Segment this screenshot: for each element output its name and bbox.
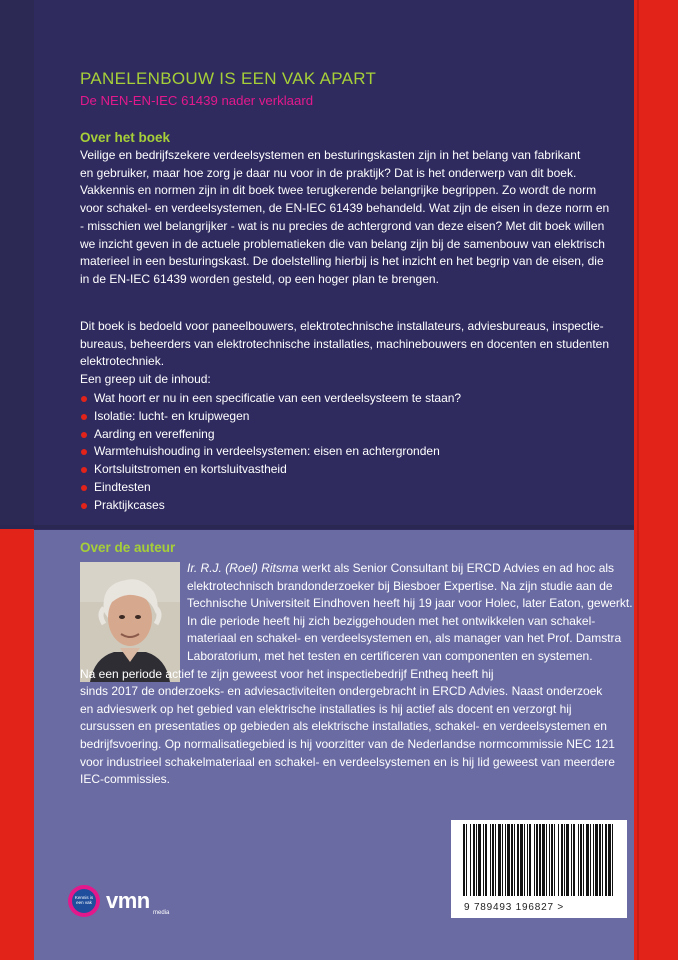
text-line: elektrotechniek. bbox=[80, 354, 165, 369]
barcode-bar bbox=[492, 824, 494, 896]
barcode-bar bbox=[608, 824, 611, 896]
about-author-heading: Over de auteur bbox=[80, 540, 176, 555]
bullet-dot-icon bbox=[81, 449, 87, 455]
barcode-bar bbox=[490, 824, 491, 896]
barcode-bar bbox=[466, 824, 467, 896]
barcode-bar bbox=[483, 824, 484, 896]
list-item-label: Aarding en vereffening bbox=[94, 426, 215, 441]
list-item bbox=[80, 497, 461, 515]
list-item bbox=[80, 443, 461, 461]
list-item-label: Warmtehuishouding in verdeelsystemen: eisen en achtergronden bbox=[94, 444, 440, 459]
barcode-bar bbox=[470, 824, 471, 896]
text-line: Technische Universiteit Eindhoven heeft hij 19 jaar voor Holec, later Eaton, gewerkt. bbox=[187, 596, 633, 611]
barcode-bar bbox=[546, 824, 547, 896]
text-line: Vakkennis en normen zijn in dit boek twee terugkerende belangrijke begrippen. Zo wordt de norm bbox=[80, 183, 597, 198]
list-item-label: Isolatie: lucht- en kruipwegen bbox=[94, 408, 250, 423]
text-line: materiaal en schakel- en verdeelsystemen en, als manager van het Prof. Damstra bbox=[187, 631, 622, 646]
panel-divider bbox=[0, 525, 634, 529]
barcode-bar bbox=[473, 824, 475, 896]
barcode-bar bbox=[502, 824, 503, 896]
barcode-bar bbox=[520, 824, 523, 896]
publisher-logo-sub: media bbox=[153, 910, 170, 916]
barcode-bar bbox=[561, 824, 563, 896]
text-line: in de EN-IEC 61439 worden gesteld, op een hoger plan te brengen. bbox=[80, 271, 439, 286]
text-line: In die periode heeft hij zich beziggehouden met het ontwikkelen van schakel- bbox=[187, 613, 596, 628]
spine-edge-line bbox=[637, 0, 639, 960]
text-line: sinds 2017 de onderzoeks- en adviesactiviteiten ondergebracht in ERCD Advies. Naast onderzoek bbox=[80, 684, 603, 699]
text-line: Na een periode actief te zijn geweest voor het inspectiebedrijf Entheq heeft hij bbox=[80, 666, 494, 681]
barcode-bar bbox=[590, 824, 591, 896]
barcode-bar bbox=[495, 824, 496, 896]
barcode-bar bbox=[586, 824, 589, 896]
list-item bbox=[80, 461, 461, 479]
barcode-bar bbox=[536, 824, 538, 896]
text-line: voor schakel- en verdeelsystemen, de EN-IEC 61439 behandeld. Wat zijn de eisen in deze norm en bbox=[80, 201, 610, 216]
barcode-bar bbox=[571, 824, 572, 896]
text-line: bedrijfsvoering. Op normalisatiegebied is hij voorzitter van de Nederlandse normcommissie NEC 121 bbox=[80, 736, 615, 751]
barcode-bar bbox=[549, 824, 550, 896]
barcode-bar bbox=[527, 824, 528, 896]
barcode-bar bbox=[602, 824, 603, 896]
barcode-bar bbox=[539, 824, 541, 896]
author-bio bbox=[80, 560, 633, 789]
about-book-paragraph-2 bbox=[80, 318, 610, 389]
list-item-label: Praktijkcases bbox=[94, 497, 165, 512]
about-book-paragraph-1 bbox=[80, 147, 610, 289]
barcode-bar bbox=[554, 824, 555, 896]
barcode-bar bbox=[566, 824, 569, 896]
barcode-bar bbox=[476, 824, 477, 896]
text-line: en advieswerk op het gebied van elektrische installaties is hij actief als docent en verzorgt hij bbox=[80, 701, 572, 716]
contents-bullet-list bbox=[80, 390, 461, 515]
author-name: Ir. R.J. (Roel) Ritsma bbox=[187, 561, 299, 575]
barcode-bar bbox=[593, 824, 594, 896]
list-item bbox=[80, 479, 461, 497]
text-line: materieel in een besturingskast. De doelstelling hierbij is het inzicht en het begrip van de eisen, die bbox=[80, 254, 604, 269]
about-book-heading: Over het boek bbox=[80, 130, 171, 145]
barcode-bar bbox=[485, 824, 487, 896]
book-title: PANELENBOUW IS EEN VAK APART bbox=[80, 69, 377, 88]
barcode-bar bbox=[478, 824, 481, 896]
barcode-bar bbox=[578, 824, 579, 896]
lower-left-red-strip bbox=[0, 525, 34, 960]
text-line: Een greep uit de inhoud: bbox=[80, 372, 211, 387]
barcode-bar bbox=[551, 824, 553, 896]
book-subtitle: De NEN-EN-IEC 61439 nader verklaard bbox=[80, 93, 314, 108]
barcode-bar bbox=[595, 824, 598, 896]
barcode-bar bbox=[514, 824, 515, 896]
barcode-bar bbox=[583, 824, 584, 896]
barcode-bar bbox=[612, 824, 613, 896]
bullet-dot-icon bbox=[81, 396, 87, 402]
list-item bbox=[80, 408, 461, 426]
barcode-bars bbox=[451, 820, 627, 900]
barcode-bar bbox=[605, 824, 607, 896]
text-line: - misschien wel belangrijker - wat is nu precies de achtergrond van deze eisen? Met dit boek willen bbox=[80, 218, 605, 233]
text-line: IEC-commissies. bbox=[80, 772, 171, 787]
bullet-dot-icon bbox=[81, 503, 87, 509]
bullet-dot-icon bbox=[81, 432, 87, 438]
barcode-bar bbox=[517, 824, 519, 896]
barcode-bar bbox=[599, 824, 601, 896]
publisher-badge-text: Kennis is een vak bbox=[74, 895, 94, 905]
barcode-bar bbox=[542, 824, 545, 896]
publisher-logo-text: vmn bbox=[106, 888, 150, 913]
text-line: voor industrieel schakelmateriaal en schakel- en verdeelsystemen en is hij lid geweest van meerdere bbox=[80, 754, 615, 769]
list-item bbox=[80, 390, 461, 408]
text-line: Veilige en bedrijfszekere verdeelsystemen en besturingskasten zijn in het belang van fabrikant bbox=[80, 148, 581, 162]
list-item-label: Wat hoort er nu in een specificatie van een verdeelsysteem te staan? bbox=[94, 391, 462, 405]
list-item-label: Eindtesten bbox=[94, 479, 151, 494]
text-line: elektrotechnisch brandonderzoeker bij Biesboer Expertise. Na zijn studie aan de bbox=[187, 578, 613, 593]
barcode-bar bbox=[505, 824, 506, 896]
text-line: en gebruiker, maar hoe zorg je daar nu voor in de praktijk? Dat is het onderwerp van dit boek. bbox=[80, 165, 577, 180]
barcode-bar bbox=[498, 824, 501, 896]
barcode-bar bbox=[529, 824, 531, 896]
barcode-bar bbox=[524, 824, 525, 896]
text-line: cursussen en presentaties op gebieden als elektrische installaties, schakel- en verdeelsystemen en bbox=[80, 719, 607, 734]
bullet-dot-icon bbox=[81, 467, 87, 473]
isbn-number: 9 789493 196827 > bbox=[464, 902, 565, 913]
text-line: bureaus, beheerders van elektrotechnische installaties, machinebouwers en docenten en studenten bbox=[80, 336, 610, 351]
barcode-bar bbox=[573, 824, 575, 896]
text-fragment: werkt als Senior Consultant bij ERCD Advies en ad hoc als bbox=[298, 561, 615, 575]
text-line: we inzicht geven in de actuele problematieken die van belang zijn bij de samenbouw van elektrisch bbox=[80, 236, 605, 251]
barcode-bar bbox=[534, 824, 535, 896]
barcode-bar bbox=[580, 824, 582, 896]
list-item-label: Kortsluitstromen en kortsluitvastheid bbox=[94, 462, 287, 477]
text-line bbox=[80, 560, 620, 578]
barcode-bar bbox=[463, 824, 465, 896]
bullet-dot-icon bbox=[81, 414, 87, 420]
text-line: Laboratorium, met het testen en certificeren van componenten en systemen. bbox=[187, 648, 593, 663]
list-item bbox=[80, 426, 461, 444]
text-line: Dit boek is bedoeld voor paneelbouwers, elektrotechnische installateurs, adviesbureaus, inspectie- bbox=[80, 319, 604, 333]
barcode-bar bbox=[507, 824, 510, 896]
barcode-bar bbox=[564, 824, 565, 896]
bullet-dot-icon bbox=[81, 485, 87, 491]
book-spine bbox=[634, 0, 678, 960]
barcode-bar bbox=[558, 824, 559, 896]
barcode-bar bbox=[511, 824, 513, 896]
